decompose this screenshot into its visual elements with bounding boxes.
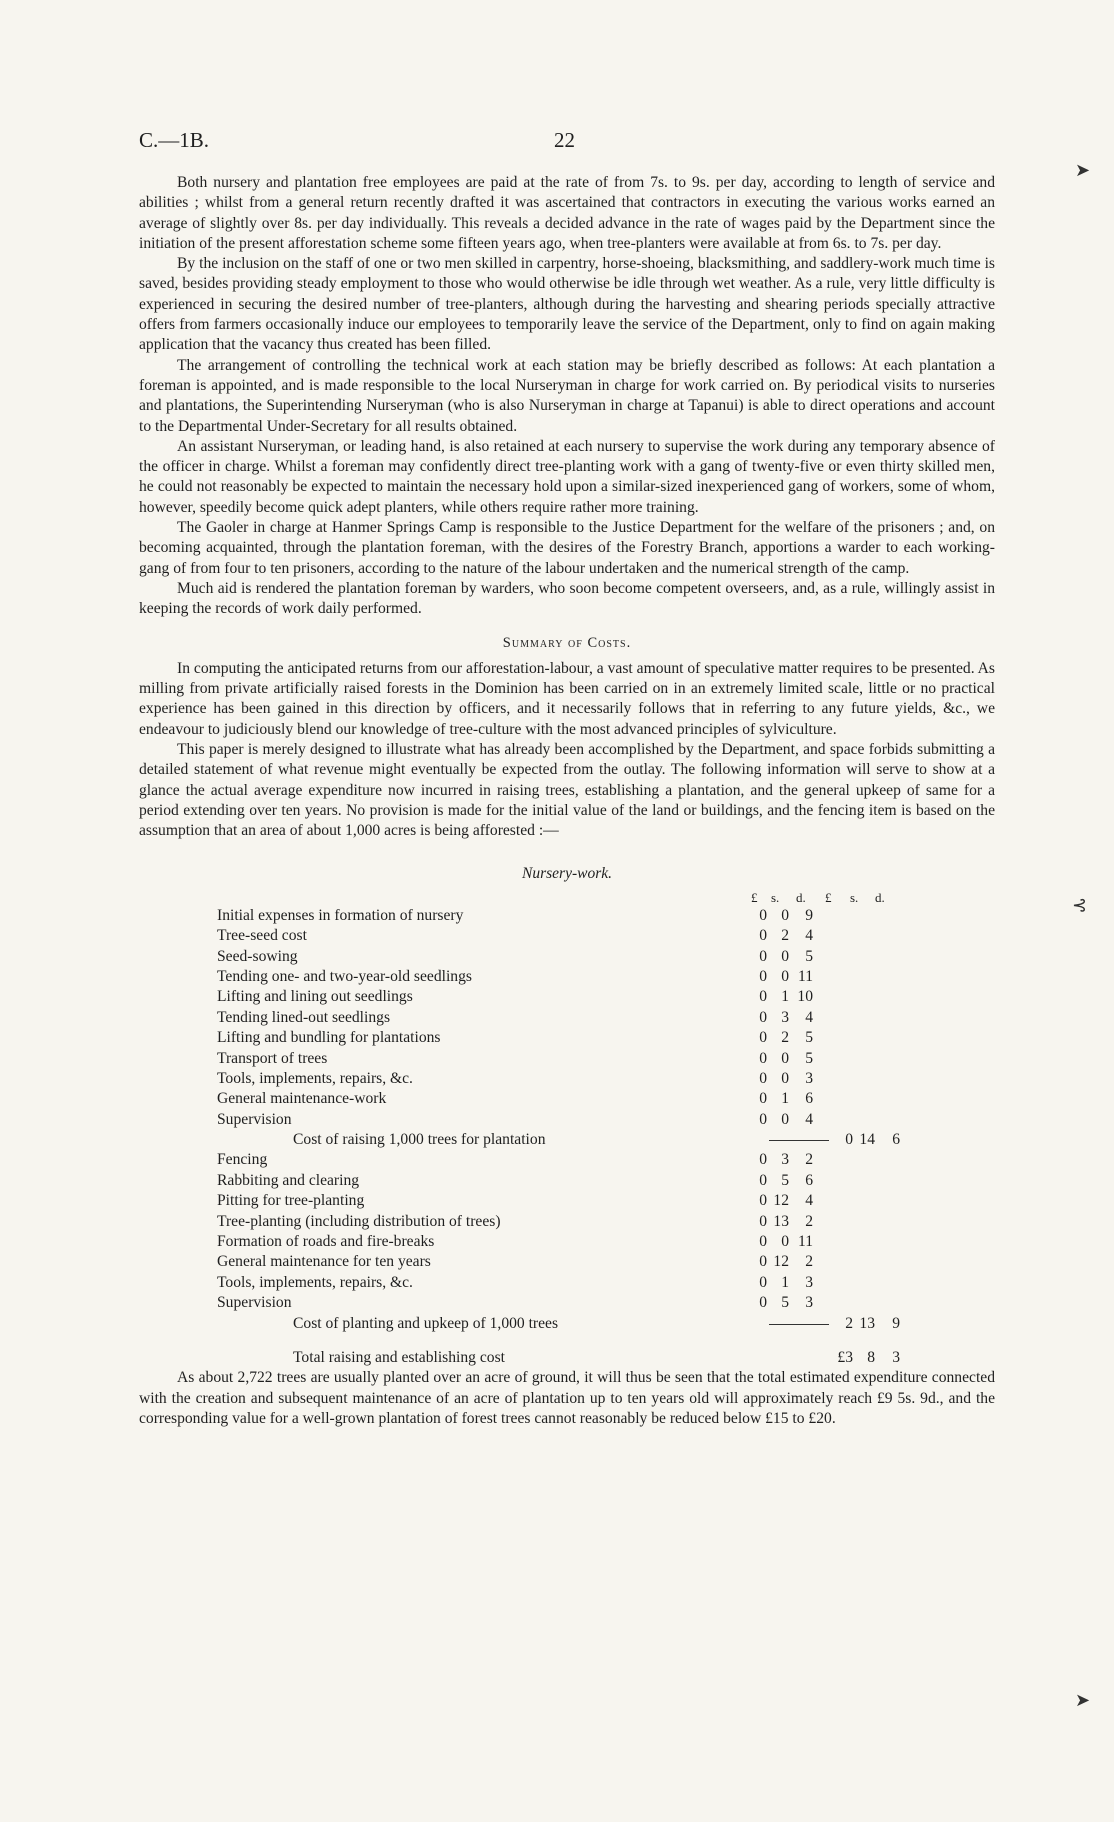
pounds-value: 0	[759, 1029, 767, 1047]
pounds-value: 0	[759, 1110, 767, 1128]
shillings-value: 2	[781, 1029, 789, 1047]
pounds-value: 0	[759, 1294, 767, 1312]
shillings-value: 12	[773, 1253, 789, 1271]
pence-value: 4	[805, 1008, 813, 1026]
row-label: Rabbiting and clearing	[217, 1171, 360, 1189]
row-label: Total raising and establishing cost	[293, 1349, 505, 1366]
margin-mark-icon: ⊰	[1072, 895, 1088, 915]
table-row	[139, 1171, 995, 1191]
row-label: Tending one- and two-year-old seedlings	[217, 967, 472, 985]
shillings-value: 0	[781, 947, 789, 965]
row-label: General maintenance-work	[217, 1090, 387, 1108]
shillings-value: 3	[781, 1151, 789, 1169]
table-row	[139, 1008, 995, 1028]
shillings-value: 5	[781, 1171, 789, 1189]
pence-value: 11	[797, 967, 813, 985]
shillings-value: 0	[781, 1233, 789, 1251]
pounds-value: 0	[759, 988, 767, 1006]
table-row	[139, 906, 995, 926]
row-label: Tending lined-out seedlings	[217, 1008, 391, 1026]
table-title: Nursery-work.	[522, 864, 612, 882]
row-label: Cost of planting and upkeep of 1,000 trees	[293, 1314, 559, 1332]
pounds-value: 0	[759, 967, 767, 985]
pence-value: 3	[892, 1349, 900, 1366]
shillings-value: 3	[781, 1008, 789, 1026]
sum-rule	[769, 1140, 829, 1141]
paragraph: The Gaoler in charge at Hanmer Springs Camp is responsible to the Justice Department for the welfare of the prisoners ; and, on becoming acquainted, through the plantation foreman, with the desires of the Forestry Branch, apportions a warder to each working-gang of from four to ten prisoners, according to the nature of the labour undertaken and the numerical strength of the camp.	[139, 519, 995, 577]
shillings-value: 13	[773, 1212, 789, 1230]
arrow-mark-icon: ➤	[1075, 1690, 1091, 1710]
table-row	[139, 1150, 995, 1170]
row-label: Formation of roads and fire-breaks	[217, 1233, 435, 1251]
total-row	[139, 1348, 995, 1368]
pounds-value: 0	[759, 1212, 767, 1230]
page-number: 22	[554, 128, 575, 152]
row-label: Tree-seed cost	[217, 927, 307, 945]
pence-value: 5	[805, 1049, 813, 1067]
column-header: s.	[850, 889, 859, 905]
subtotal-row	[139, 1314, 995, 1334]
section-title: Summary of Costs.	[502, 634, 632, 651]
column-header: d.	[875, 889, 885, 905]
paragraph: The arrangement of controlling the technical work at each station may be briefly described as follows: At each plantation a foreman is appointed, and is made responsible to the local Nurseryman in charge for work carried on. By periodical visits to nurseries and plantations, the Superintending Nurseryman (who is also Nurseryman in charge at Tapanui) is able to direct operations and account to the Departmental Under-Secretary for all results obtained.	[139, 356, 995, 435]
table-row	[139, 926, 995, 946]
shillings-value: 1	[781, 988, 789, 1006]
table-row	[139, 967, 995, 987]
paragraph: An assistant Nurseryman, or leading hand, is also retained at each nursery to supervise the work during any temporary absence of the officer in charge. Whilst a foreman may confidently direct tree-planting work with a gang of twenty-five or even thirty skilled men, he could not reasonably be expected to maintain the necessary hold upon a similar-sized inexperienced gang of workers, some of whom, however, speedily become quick adept planters, while others require rather more training.	[139, 437, 995, 516]
paragraph: This paper is merely designed to illustrate what has already been accomplished by the Department, and space forbids submitting a detailed statement of what revenue might eventually be expected from the outlay. The following information will serve to show at a glance the actual average expenditure now incurred in raising trees, establishing a plantation, and the general upkeep of same for a period extending over ten years. No provision is made for the initial value of the land or buildings, and the fencing item is based on the assumption that an area of about 1,000 acres is being afforested :—	[139, 741, 995, 840]
pence-value: 9	[892, 1314, 900, 1332]
pence-value: 3	[805, 1273, 813, 1291]
shillings-value: 14	[859, 1131, 875, 1149]
pounds-value: 0	[845, 1131, 853, 1149]
pence-value: 3	[805, 1069, 813, 1087]
pounds-value: 0	[759, 1192, 767, 1210]
row-label: General maintenance for ten years	[217, 1253, 431, 1271]
column-header: s.	[771, 889, 780, 905]
paragraph: Both nursery and plantation free employees are paid at the rate of from 7s. to 9s. per day, according to length of service and abilities ; whilst from a general return recently drafted it was ascertained that contractors in executing the various works earned an average of slightly over 8s. per day individually. This reveals a decided advance in the rate of wages paid by the Department since the initiation of the present afforestation scheme some fifteen years ago, when tree-planters were available at from 6s. to 7s. per day.	[139, 174, 995, 252]
pence-value: 10	[797, 988, 813, 1006]
pence-value: 6	[805, 1171, 813, 1189]
table-row	[139, 1212, 995, 1232]
pence-value: 3	[805, 1294, 813, 1312]
row-label: Supervision	[217, 1110, 292, 1128]
shillings-value: 1	[781, 1273, 789, 1291]
row-label: Tools, implements, repairs, &c.	[217, 1069, 413, 1087]
pence-value: 11	[797, 1233, 813, 1251]
shillings-value: 5	[781, 1294, 789, 1312]
pence-value: 6	[805, 1090, 813, 1108]
page-header	[139, 128, 975, 158]
table-row	[139, 1293, 995, 1313]
pence-value: 2	[805, 1151, 813, 1169]
table-row	[139, 1069, 995, 1089]
row-label: Tree-planting (including distribution of trees)	[217, 1212, 501, 1230]
pounds-value: 0	[759, 927, 767, 945]
shillings-value: 0	[781, 967, 789, 985]
pounds-value: 2	[845, 1314, 853, 1332]
pounds-value: 0	[759, 1069, 767, 1087]
shillings-value: 0	[781, 1110, 789, 1128]
table-row	[139, 987, 995, 1007]
plantation-rows	[139, 1150, 995, 1313]
column-headers	[139, 888, 995, 906]
row-label: Fencing	[217, 1151, 268, 1169]
column-header: d.	[796, 889, 806, 905]
shillings-value: 13	[859, 1314, 875, 1332]
paragraph: In computing the anticipated returns from our afforestation-labour, a vast amount of speculative matter requires to be presented. As milling from private artificially raised forests in the Dominion has been carried on in an extremely limited scale, little or no practical experience has been gained in this direction by officers, and it necessarily follows that in referring to any future yields, &c., we endeavour to judiciously blend our knowledge of tree-culture with the most advanced principles of sylviculture.	[139, 659, 995, 738]
pounds-value: 0	[759, 1171, 767, 1189]
nursery-rows	[139, 906, 995, 1130]
pounds-value: 0	[759, 1273, 767, 1291]
document-reference: C.—1B.	[139, 128, 210, 152]
sum-rule	[769, 1324, 829, 1325]
table-row	[139, 1110, 995, 1130]
pounds-value: 0	[759, 1008, 767, 1026]
row-label: Initial expenses in formation of nursery	[217, 906, 464, 924]
row-label: Tools, implements, repairs, &c.	[217, 1273, 413, 1291]
cost-table	[139, 888, 995, 1369]
row-label: Pitting for tree-planting	[217, 1192, 365, 1210]
shillings-value: 12	[773, 1192, 789, 1210]
table-row	[139, 1232, 995, 1252]
row-label: Lifting and lining out seedlings	[217, 988, 413, 1006]
pence-value: 4	[805, 1192, 813, 1210]
pence-value: 2	[805, 1253, 813, 1271]
pence-value: 9	[805, 906, 813, 924]
row-label: Supervision	[217, 1294, 292, 1312]
pounds-value: 0	[759, 1049, 767, 1067]
closing-paragraph: As about 2,722 trees are usually planted over an acre of ground, it will thus be seen that the total estimated expenditure connected with the creation and subsequent maintenance of an acre of plantation up to ten years old will approximately reach £9 5s. 9d., and the corresponding value for a well-grown plantation of forest trees cannot reasonably be reduced below £15 to £20.	[139, 1369, 995, 1427]
pounds-value: 0	[759, 947, 767, 965]
pence-value: 6	[892, 1131, 900, 1149]
table-row	[139, 1273, 995, 1293]
row-label: Seed-sowing	[217, 947, 298, 965]
body-text	[139, 173, 995, 1429]
pence-value: 4	[805, 1110, 813, 1128]
subtotal-row	[139, 1130, 995, 1150]
table-row	[139, 1089, 995, 1109]
shillings-value: 0	[781, 906, 789, 924]
pounds-value: 0	[759, 1151, 767, 1169]
pounds-value: 0	[759, 1253, 767, 1271]
pounds-value: 0	[759, 1233, 767, 1251]
paragraph: Much aid is rendered the plantation foreman by warders, who soon become competent overseers, and, as a rule, willingly assist in keeping the records of work daily performed.	[139, 579, 995, 618]
table-row	[139, 1049, 995, 1069]
shillings-value: 0	[781, 1049, 789, 1067]
pence-value: 5	[805, 947, 813, 965]
shillings-value: 2	[781, 927, 789, 945]
pence-value: 2	[805, 1212, 813, 1230]
shillings-value: 0	[781, 1069, 789, 1087]
column-header: £	[825, 889, 832, 905]
row-label: Transport of trees	[217, 1049, 328, 1067]
shillings-value: 1	[781, 1090, 789, 1108]
pence-value: 5	[805, 1029, 813, 1047]
row-label: Lifting and bundling for plantations	[217, 1029, 441, 1047]
table-row	[139, 1028, 995, 1048]
paragraph: By the inclusion on the staff of one or two men skilled in carpentry, horse-shoeing, blacksmithing, and saddlery-work much time is saved, besides providing steady employment to those who would otherwise be idle through wet weather. As a rule, very little difficulty is experienced in securing the desired number of tree-planters, although during the harvesting and shearing periods specially attractive offers from farmers occasionally induce our employees to temporarily leave the service of the Department, only to find on again making application that the vacancy thus created has been filled.	[139, 255, 995, 354]
shillings-value: 8	[867, 1349, 875, 1366]
column-header: £	[751, 889, 758, 905]
pounds-value: 0	[759, 1090, 767, 1108]
pounds-value: 0	[759, 906, 767, 924]
pounds-value: £3	[837, 1349, 853, 1366]
arrow-mark-icon: ➤	[1075, 160, 1091, 180]
row-label: Cost of raising 1,000 trees for plantation	[293, 1131, 546, 1149]
pence-value: 4	[805, 927, 813, 945]
table-row	[139, 1191, 995, 1211]
table-row	[139, 1252, 995, 1272]
table-row	[139, 947, 995, 967]
